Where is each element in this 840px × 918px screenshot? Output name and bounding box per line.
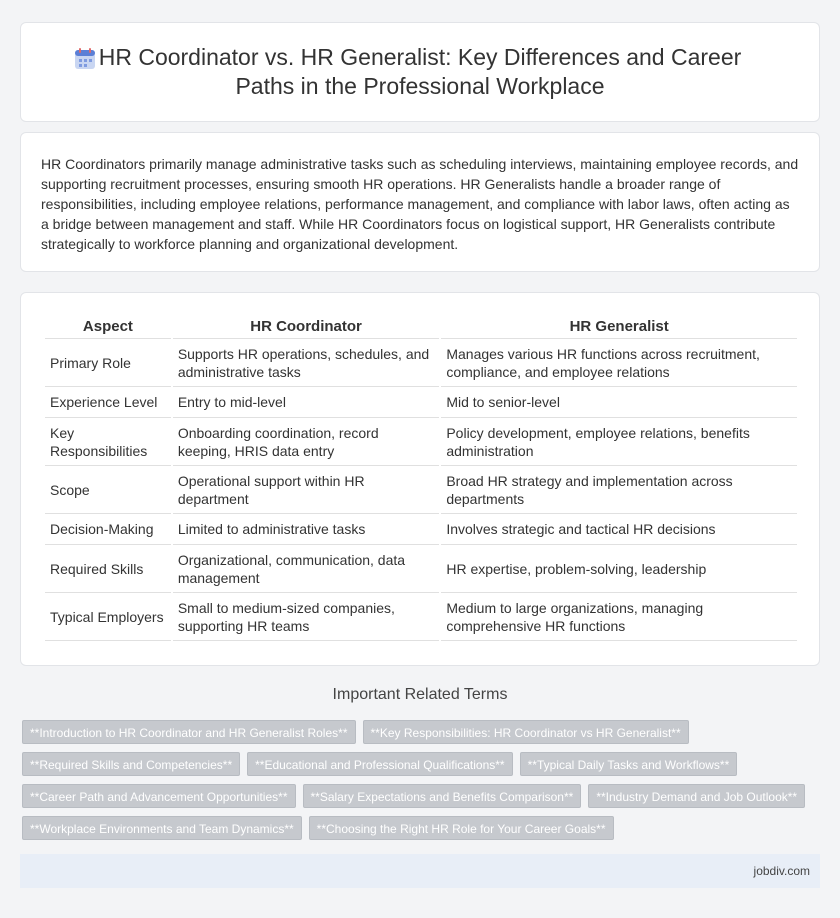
cell-coordinator: Organizational, communication, data management bbox=[173, 545, 440, 593]
cell-coordinator: Limited to administrative tasks bbox=[173, 514, 440, 545]
related-term-tag[interactable]: **Industry Demand and Job Outlook** bbox=[588, 784, 805, 808]
related-term-tag[interactable]: **Typical Daily Tasks and Workflows** bbox=[520, 752, 738, 776]
table-row bbox=[45, 514, 797, 545]
table-row bbox=[45, 593, 797, 641]
table-row bbox=[45, 418, 797, 466]
header-card bbox=[20, 22, 820, 122]
tag-row bbox=[22, 752, 822, 776]
related-term-tag[interactable]: **Workplace Environments and Team Dynamics** bbox=[22, 816, 302, 840]
related-term-tag[interactable]: **Key Responsibilities: HR Coordinator vs HR Generalist** bbox=[363, 720, 689, 744]
cell-generalist: Mid to senior-level bbox=[441, 387, 797, 418]
cell-generalist: HR expertise, problem-solving, leadership bbox=[441, 545, 797, 593]
header-aspect: Aspect bbox=[45, 315, 171, 339]
related-term-tag[interactable]: **Salary Expectations and Benefits Comparison** bbox=[303, 784, 582, 808]
cell-generalist: Manages various HR functions across recruitment, compliance, and employee relations bbox=[441, 339, 797, 387]
comparison-card bbox=[20, 292, 820, 666]
cell-aspect: Required Skills bbox=[45, 545, 171, 593]
related-term-tag[interactable]: **Choosing the Right HR Role for Your Career Goals** bbox=[309, 816, 614, 840]
page-title-line-1: HR Coordinator vs. HR Generalist: Key Differences and Career bbox=[98, 44, 742, 70]
cell-coordinator: Operational support within HR department bbox=[173, 466, 440, 514]
table-row bbox=[45, 387, 797, 418]
cell-generalist: Policy development, employee relations, benefits administration bbox=[441, 418, 797, 466]
cell-generalist: Medium to large organizations, managing comprehensive HR functions bbox=[441, 593, 797, 641]
related-term-tag[interactable]: **Introduction to HR Coordinator and HR Generalist Roles** bbox=[22, 720, 356, 744]
related-term-tag[interactable]: **Required Skills and Competencies** bbox=[22, 752, 240, 776]
cell-coordinator: Small to medium-sized companies, supporting HR teams bbox=[173, 593, 440, 641]
page-title-line-2: Paths in the Professional Workplace bbox=[235, 73, 605, 99]
table-row bbox=[45, 339, 797, 387]
cell-aspect: Scope bbox=[45, 466, 171, 514]
cell-aspect: Typical Employers bbox=[45, 593, 171, 641]
cell-coordinator: Entry to mid-level bbox=[173, 387, 440, 418]
intro-card bbox=[20, 132, 820, 272]
tag-row bbox=[22, 816, 822, 840]
cell-aspect: Experience Level bbox=[45, 387, 171, 418]
related-terms-title: Important Related Terms bbox=[332, 686, 508, 703]
related-term-tag[interactable]: **Career Path and Advancement Opportunities** bbox=[22, 784, 296, 808]
footer bbox=[20, 854, 820, 888]
cell-coordinator: Supports HR operations, schedules, and administrative tasks bbox=[173, 339, 440, 387]
table-header-row bbox=[45, 315, 797, 339]
footer-site-link[interactable]: jobdiv.com bbox=[753, 864, 810, 878]
header-hr-generalist: HR Generalist bbox=[441, 315, 797, 339]
intro-text: HR Coordinators primarily manage administrative tasks such as scheduling interviews, maintaining employee records, and supporting recruitment processes, ensuring smooth HR operations. HR Generalists handle a broader range of responsibilities, including employee relations, performance management, and compliance with labor laws, often acting as a bridge between management and staff. While HR Coordinators focus on logistical support, HR Generalists contribute strategically to workforce planning and organizational development. bbox=[41, 156, 799, 252]
related-terms-list bbox=[22, 720, 822, 848]
table-row bbox=[45, 466, 797, 514]
header-hr-coordinator: HR Coordinator bbox=[173, 315, 440, 339]
cell-generalist: Broad HR strategy and implementation across departments bbox=[441, 466, 797, 514]
tag-row bbox=[22, 784, 822, 808]
cell-aspect: Decision-Making bbox=[45, 514, 171, 545]
comparison-table bbox=[43, 315, 799, 641]
page-title bbox=[21, 43, 819, 101]
cell-coordinator: Onboarding coordination, record keeping, HRIS data entry bbox=[173, 418, 440, 466]
cell-generalist: Involves strategic and tactical HR decisions bbox=[441, 514, 797, 545]
related-term-tag[interactable]: **Educational and Professional Qualifications** bbox=[247, 752, 513, 776]
cell-aspect: Primary Role bbox=[45, 339, 171, 387]
table-row bbox=[45, 545, 797, 593]
tag-row bbox=[22, 720, 822, 744]
cell-aspect: Key Responsibilities bbox=[45, 418, 171, 466]
